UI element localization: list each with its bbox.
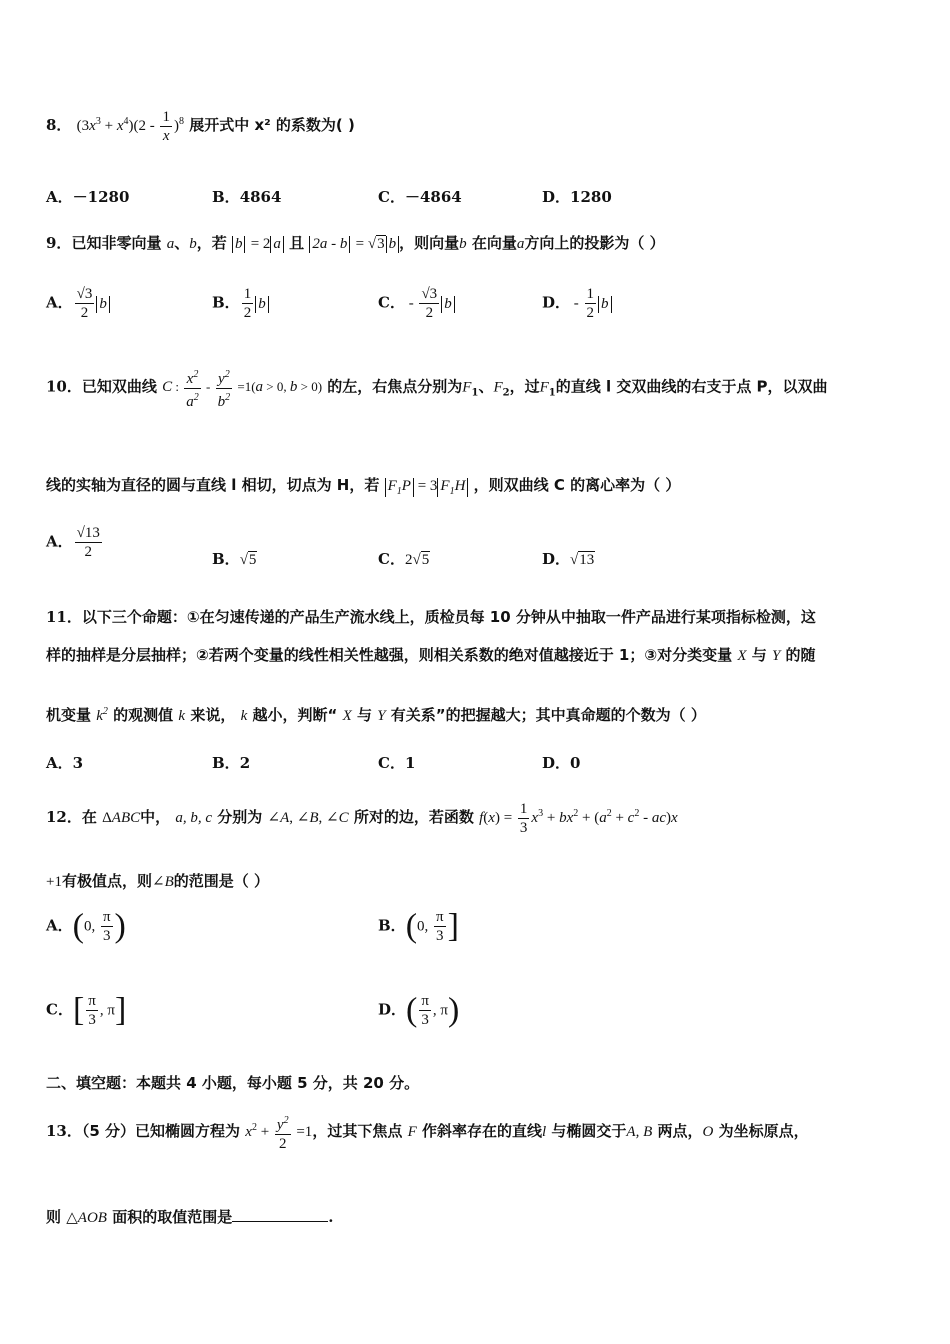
q12-option-c[interactable]: C．[ $\frac{\pi}{3}$ , π] (46, 991, 127, 1029)
q10-option-d[interactable]: D．√13 (542, 550, 595, 568)
q10-option-c[interactable]: C．2√5 (378, 550, 430, 568)
q8-option-a[interactable]: A．－1280 (46, 188, 130, 206)
q12-option-b[interactable]: B．(0, $\frac{\pi}{3}$ ] (378, 907, 459, 945)
q9-option-a[interactable]: A． $\frac{√3}{2}$ b (46, 285, 110, 322)
q10-option-b[interactable]: B．√5 (212, 550, 257, 568)
question-11: 11．以下三个命题：①在匀速传递的产品生产流水线上，质检员每 10 分钟从中抽取一件产品进行某项指标检测，这 (46, 608, 816, 626)
question-10-line2: 线的实轴为直径的圆与直线 l 相切，切点为 H，若 $F_1P = 3$ $F_1H$ ，则双曲线 C 的离心率为（ ） (46, 476, 681, 497)
question-8 (46, 108, 355, 145)
q9-option-c[interactable]: C． - $\frac{√3}{2}$ b (378, 285, 455, 322)
q8-option-d[interactable]: D．1280 (542, 188, 612, 206)
question-11-line2: 样的抽样是分层抽样；②若两个变量的线性相关性越强，则相关系数的绝对值越接近于 1；③对分类变量 X 与 Y 的随 (46, 646, 816, 664)
question-11-line3: 机变量 $k^2$ 的观测值 k 来说， k 越小，判断“ X 与 Y 有关系”的把握越大；其中真命题的个数为（ ） (46, 706, 706, 724)
q11-option-d[interactable]: D．0 (542, 754, 581, 772)
q11-option-a[interactable]: A．3 (46, 754, 84, 772)
question-12: 12．在 ΔABC中， a, b, c 分别为 ∠A, ∠B, ∠C 所对的边，若函数 f(x) = $\frac{1}{3}$ $x^3 + bx^2 + (a^2 + c^2 - ac)x$ (46, 801, 678, 836)
q8-number: 8． (46, 115, 72, 134)
question-12-line2: +1有极值点，则∠B的范围是（ ） (46, 872, 269, 890)
question-10: 10．已知双曲线 C : $\frac{x^2}{a^2}$ - $\frac{y^2}{b^2}$ =1(a > 0, b > 0) 的左，右焦点分别为$F_1$、$F_2$，过$F_1$的直线 l 交双曲线的右支于点 P，以双曲 (46, 366, 828, 411)
q11-option-b[interactable]: B．2 (212, 754, 251, 772)
question-13: 13．（5 分）已知椭圆方程为 $x^2$ + $\frac{y^2}{2}$ =1，过其下焦点 F 作斜率存在的直线l 与椭圆交于A, B 两点，O 为坐标原点， (46, 1112, 809, 1153)
q10-option-a[interactable]: A． $\frac{√13}{2}$ (46, 525, 100, 560)
q9-option-b[interactable]: B． $\frac{1}{2}$ b (212, 285, 269, 322)
question-13-line2: 则 △AOB 面积的取值范围是 . (46, 1208, 334, 1226)
answer-blank[interactable] (232, 1207, 328, 1222)
q8-text: 展开式中 x² 的系数为( ) (189, 115, 355, 134)
q8-option-c[interactable]: C．－4864 (378, 188, 462, 206)
section-2-title: 二、填空题：本题共 4 小题，每小题 5 分，共 20 分。 (46, 1074, 420, 1092)
q9-option-d[interactable]: D． - $\frac{1}{2}$ b (542, 285, 612, 322)
q12-option-d[interactable]: D．( $\frac{\pi}{3}$ , π) (378, 991, 460, 1029)
q8-formula: $(3x^3 + x^4)(2$ - $\frac{1}{x}$ )$^8$ (76, 109, 184, 144)
q8-option-b[interactable]: B．4864 (212, 188, 282, 206)
q12-option-a[interactable]: A．(0, $\frac{\pi}{3}$ ) (46, 907, 126, 945)
q11-option-c[interactable]: C．1 (378, 754, 416, 772)
question-9: 9．已知非零向量 a、b，若 b = 2 a 且 2a - b = √3 b ，则向量b 在向量a方向上的投影为（ ） (46, 234, 665, 252)
